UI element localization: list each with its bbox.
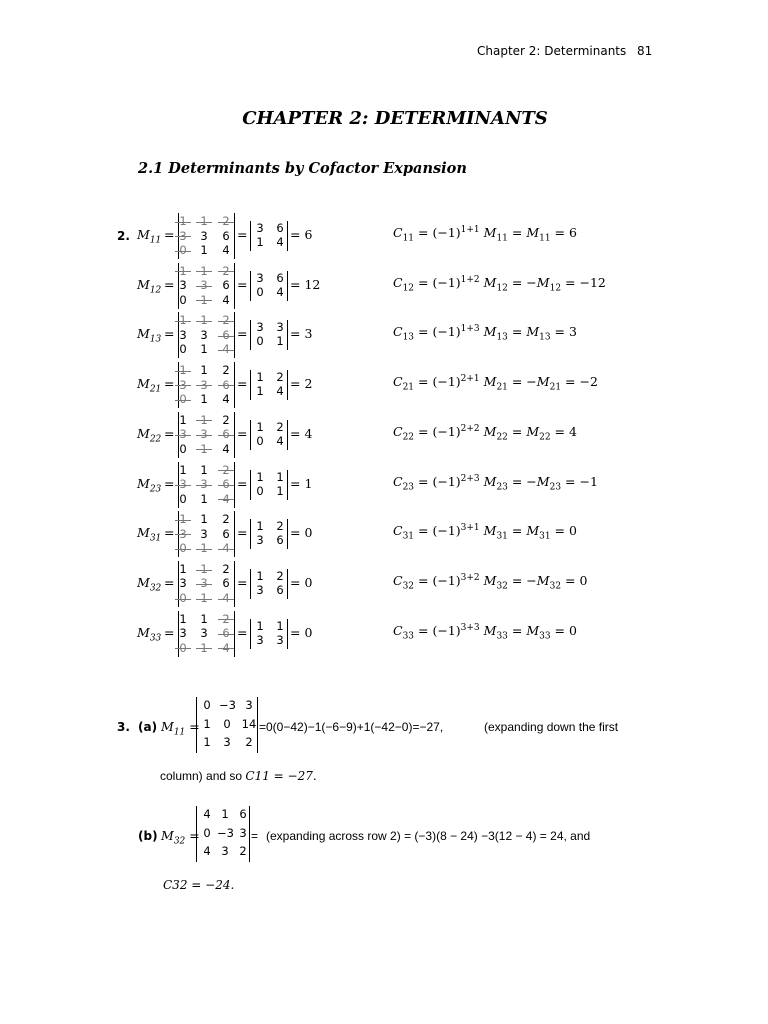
matrix-entry: 3 bbox=[177, 477, 189, 491]
matrix-entry: 3 bbox=[198, 576, 210, 590]
matrix-entry: 1 bbox=[177, 313, 189, 327]
minor-label: $M_{31}$ bbox=[137, 525, 162, 544]
matrix-entry: 4 bbox=[220, 342, 232, 356]
problem-3b-lhs: $M_{32}$ = bbox=[161, 828, 200, 847]
matrix-entry: 4 bbox=[222, 441, 230, 456]
page-number: 81 bbox=[637, 44, 653, 58]
cofactor-formula: $C_{13} = (-1)^{1+3}$ $M_{13} = M_{13} = 3$ bbox=[393, 324, 577, 344]
equals-sign: = bbox=[237, 276, 248, 292]
minor-entry: 1 bbox=[256, 568, 264, 583]
matrix-entry: 1 bbox=[221, 807, 229, 821]
minor-value: = 0 bbox=[290, 525, 313, 541]
matrix-entry: 3 bbox=[198, 378, 210, 392]
matrix-entry: 3 bbox=[198, 278, 210, 292]
matrix-entry: 4 bbox=[222, 243, 230, 257]
equals-sign: = bbox=[164, 525, 175, 541]
minor-value: = 0 bbox=[290, 624, 313, 640]
cofactor-formula: $C_{21} = (-1)^{2+1}$ $M_{21} = -M_{21} = -2$ bbox=[393, 374, 598, 393]
problem-3b-determinant bbox=[196, 806, 250, 862]
matrix-entry: 4 bbox=[220, 591, 232, 605]
minor-entry: 1 bbox=[256, 370, 264, 385]
matrix-entry: 1 bbox=[198, 442, 210, 456]
minor-entry: 3 bbox=[256, 270, 264, 285]
equals-sign: = bbox=[237, 326, 248, 342]
minor-entry: 6 bbox=[276, 582, 284, 597]
running-header: Chapter 2: Determinants bbox=[477, 44, 627, 58]
matrix-entry: 6 bbox=[222, 228, 230, 243]
matrix-entry: −3 bbox=[217, 825, 234, 840]
matrix-entry: 6 bbox=[222, 278, 230, 293]
matrix-entry: 0 bbox=[179, 441, 187, 456]
minor-entry: 1 bbox=[276, 469, 284, 484]
minor-value: = 1 bbox=[290, 475, 313, 491]
matrix-entry: 1 bbox=[198, 293, 210, 307]
problem-2-number: 2. bbox=[117, 229, 130, 243]
problem-3-number: 3. bbox=[117, 720, 130, 734]
matrix-entry: 2 bbox=[220, 214, 232, 228]
matrix-entry: 1 bbox=[200, 462, 208, 477]
matrix-entry: 1 bbox=[203, 735, 211, 749]
matrix-entry: 3 bbox=[245, 698, 253, 712]
matrix-entry: 1 bbox=[179, 412, 187, 427]
matrix-entry: 1 bbox=[198, 641, 210, 655]
matrix-entry: 6 bbox=[220, 477, 232, 491]
matrix-entry: 3 bbox=[239, 825, 247, 840]
matrix-entry: 3 bbox=[179, 626, 187, 641]
minor-entry: 0 bbox=[256, 483, 264, 498]
problem-3b-equals: = bbox=[251, 829, 259, 843]
matrix-entry: 4 bbox=[220, 641, 232, 655]
problem-3a-lhs: $M_{11}$ = bbox=[161, 719, 200, 738]
matrix-entry: 0 bbox=[179, 292, 187, 307]
minor-label: $M_{12}$ bbox=[137, 276, 162, 296]
minor-label: $M_{13}$ bbox=[137, 326, 162, 345]
matrix-entry: 2 bbox=[222, 363, 230, 378]
minor-entry: 1 bbox=[256, 519, 264, 534]
matrix-entry: 1 bbox=[177, 264, 189, 278]
matrix-entry: 0 bbox=[203, 698, 211, 712]
matrix-entry: 6 bbox=[220, 427, 232, 441]
cofactor-formula: $C_{11} = (-1)^{1+1}$ $M_{11} = M_{11} = 6$ bbox=[393, 225, 577, 244]
equals-sign: = bbox=[237, 624, 248, 640]
equals-sign: = bbox=[237, 227, 248, 242]
minor-entry: 1 bbox=[276, 483, 284, 498]
minor-entry: 1 bbox=[276, 618, 284, 633]
matrix-entry: 1 bbox=[200, 363, 208, 378]
minor-entry: 3 bbox=[256, 582, 264, 597]
minor-entry: 4 bbox=[276, 235, 284, 249]
cofactor-formula: $C_{32} = (-1)^{3+2}$ $M_{32} = -M_{32} = 0$ bbox=[393, 572, 588, 592]
matrix-entry: 1 bbox=[179, 561, 187, 576]
chapter-title: CHAPTER 2: DETERMINANTS bbox=[242, 108, 548, 129]
equals-sign: = bbox=[237, 574, 248, 590]
matrix-entry: 0 bbox=[179, 342, 187, 357]
matrix-entry: 1 bbox=[198, 591, 210, 605]
minor-label: $M_{21}$ bbox=[137, 376, 162, 395]
problem-3a-note: (expanding down the first bbox=[484, 720, 619, 734]
minor-entry: 3 bbox=[276, 320, 284, 335]
matrix-entry: 0 bbox=[223, 716, 231, 731]
matrix-entry: 2 bbox=[220, 313, 232, 327]
matrix-entry: 3 bbox=[200, 327, 208, 342]
matrix-entry: 6 bbox=[222, 576, 230, 591]
matrix-entry: 3 bbox=[179, 576, 187, 591]
matrix-entry: 2 bbox=[222, 512, 230, 527]
minor-entry: 1 bbox=[256, 419, 264, 434]
minor-entry: 1 bbox=[256, 469, 264, 484]
minor-entry: 0 bbox=[256, 334, 264, 349]
matrix-entry: 3 bbox=[177, 229, 189, 243]
minor-value: = 0 bbox=[290, 574, 313, 590]
equals-sign: = bbox=[164, 276, 175, 292]
equals-sign: = bbox=[237, 425, 248, 441]
section-title: 2.1 Determinants by Cofactor Expansion bbox=[138, 160, 467, 177]
matrix-entry: 1 bbox=[198, 541, 210, 555]
minor-value: = 2 bbox=[290, 376, 313, 392]
problem-3a-cont-text: column) and so bbox=[160, 769, 246, 783]
matrix-entry: 1 bbox=[198, 264, 210, 278]
matrix-entry: 4 bbox=[220, 492, 232, 506]
matrix-entry: 6 bbox=[220, 378, 232, 392]
matrix-entry: 3 bbox=[200, 626, 208, 641]
minor-entry: 6 bbox=[276, 221, 284, 235]
matrix-entry: 1 bbox=[179, 611, 187, 626]
matrix-entry: 1 bbox=[179, 462, 187, 477]
minor-entry: 2 bbox=[276, 370, 284, 385]
problem-3b-expansion: (expanding across row 2) = (−3)(8 − 24) −3(12 − 4) = 24, and bbox=[266, 829, 591, 843]
matrix-entry: 1 bbox=[200, 491, 208, 506]
matrix-entry: 4 bbox=[203, 844, 211, 858]
cofactor-formula: $C_{31} = (-1)^{3+1}$ $M_{31} = M_{31} = 0$ bbox=[393, 523, 577, 542]
minor-entry: 4 bbox=[276, 284, 284, 299]
matrix-entry: 1 bbox=[198, 214, 210, 228]
matrix-entry: 3 bbox=[177, 378, 189, 392]
minor-label: $M_{32}$ bbox=[137, 574, 162, 594]
minor-entry: 2 bbox=[276, 419, 284, 434]
minor-value: = 12 bbox=[290, 276, 321, 292]
matrix-entry: 1 bbox=[200, 512, 208, 527]
matrix-entry: 3 bbox=[198, 427, 210, 441]
matrix-entry: 1 bbox=[200, 392, 208, 407]
matrix-entry: 4 bbox=[203, 807, 211, 821]
matrix-entry: 4 bbox=[222, 392, 230, 407]
matrix-entry: 2 bbox=[239, 844, 247, 858]
matrix-entry: 2 bbox=[245, 735, 253, 749]
minor-label: $M_{33}$ bbox=[137, 624, 162, 644]
equals-sign: = bbox=[164, 376, 175, 392]
minor-entry: 6 bbox=[276, 533, 284, 548]
minor-value: = 4 bbox=[290, 425, 313, 441]
matrix-entry: 0 bbox=[177, 392, 189, 406]
problem-3b-label: (b) bbox=[138, 829, 158, 843]
minor-entry: 3 bbox=[256, 632, 264, 647]
minor-entry: 3 bbox=[276, 632, 284, 647]
matrix-entry: 0 bbox=[177, 641, 189, 655]
matrix-entry: 1 bbox=[177, 214, 189, 228]
matrix-entry: 6 bbox=[220, 626, 232, 640]
minor-entry: 0 bbox=[256, 284, 264, 299]
minor-entry: 2 bbox=[276, 519, 284, 534]
matrix-entry: 4 bbox=[222, 292, 230, 307]
minor-entry: 2 bbox=[276, 568, 284, 583]
equals-sign: = bbox=[237, 525, 248, 541]
cofactor-formula: $C_{33} = (-1)^{3+3}$ $M_{33} = M_{33} = 0$ bbox=[393, 622, 577, 642]
minor-entry: 4 bbox=[276, 433, 284, 448]
minor-entry: 1 bbox=[256, 618, 264, 633]
minor-entry: 3 bbox=[256, 221, 264, 235]
minor-entry: 4 bbox=[276, 384, 284, 399]
matrix-entry: 0 bbox=[177, 243, 189, 257]
matrix-entry: 1 bbox=[203, 716, 211, 731]
matrix-entry: 0 bbox=[179, 491, 187, 506]
minor-entry: 1 bbox=[256, 384, 264, 399]
matrix-entry: 3 bbox=[223, 735, 231, 749]
minor-label: $M_{22}$ bbox=[137, 425, 162, 445]
matrix-entry: 14 bbox=[241, 716, 257, 731]
minor-entry: 0 bbox=[256, 433, 264, 448]
minor-entry: 3 bbox=[256, 320, 264, 335]
matrix-entry: 1 bbox=[177, 512, 189, 526]
matrix-entry: 4 bbox=[220, 541, 232, 555]
problem-3a-continuation bbox=[160, 769, 317, 783]
minor-label: $M_{23}$ bbox=[137, 475, 162, 494]
matrix-entry: 2 bbox=[220, 264, 232, 278]
minor-value: = 6 bbox=[290, 227, 313, 242]
minor-entry: 6 bbox=[276, 270, 284, 285]
matrix-entry: 6 bbox=[220, 328, 232, 342]
matrix-entry: 0 bbox=[203, 825, 211, 840]
matrix-entry: 1 bbox=[200, 243, 208, 257]
matrix-entry: 1 bbox=[200, 342, 208, 357]
matrix-entry: 3 bbox=[200, 228, 208, 243]
matrix-entry: 1 bbox=[200, 611, 208, 626]
problem-3a-label: (a) bbox=[138, 720, 158, 734]
matrix-entry: 1 bbox=[198, 562, 210, 576]
minor-label: $M_{11}$ bbox=[137, 227, 162, 246]
equals-sign: = bbox=[164, 326, 175, 342]
problem-3a-result: C11 = −27. bbox=[245, 769, 317, 783]
cofactor-formula: $C_{12} = (-1)^{1+2}$ $M_{12} = -M_{12} = -12$ bbox=[393, 274, 606, 294]
matrix-entry: 3 bbox=[177, 527, 189, 541]
equals-sign: = bbox=[164, 475, 175, 491]
matrix-entry: −3 bbox=[219, 698, 236, 712]
cofactor-formula: $C_{22} = (-1)^{2+2}$ $M_{22} = M_{22} = 4$ bbox=[393, 423, 577, 443]
matrix-entry: 6 bbox=[239, 807, 247, 821]
matrix-entry: 2 bbox=[220, 612, 232, 626]
equals-sign: = bbox=[237, 475, 248, 491]
minor-entry: 1 bbox=[276, 334, 284, 349]
equals-sign: = bbox=[237, 376, 248, 392]
equals-sign: = bbox=[164, 425, 175, 441]
equals-sign: = bbox=[164, 624, 175, 640]
matrix-entry: 3 bbox=[198, 477, 210, 491]
matrix-entry: 1 bbox=[198, 313, 210, 327]
matrix-entry: 3 bbox=[179, 278, 187, 293]
matrix-entry: 0 bbox=[177, 541, 189, 555]
matrix-entry: 1 bbox=[198, 413, 210, 427]
minor-value: = 3 bbox=[290, 326, 313, 342]
problem-3a-determinant bbox=[196, 697, 258, 753]
minor-entry: 1 bbox=[256, 235, 264, 249]
matrix-entry: 2 bbox=[222, 412, 230, 427]
problem-3b-result: C32 = −24. bbox=[163, 878, 235, 892]
cofactor-formula: $C_{23} = (-1)^{2+3}$ $M_{23} = -M_{23} = -1$ bbox=[393, 473, 598, 493]
matrix-entry: 2 bbox=[220, 463, 232, 477]
matrix-entry: 3 bbox=[177, 427, 189, 441]
equals-sign: = bbox=[164, 574, 175, 590]
matrix-entry: 2 bbox=[222, 561, 230, 576]
matrix-entry: 3 bbox=[200, 526, 208, 541]
matrix-entry: 6 bbox=[222, 526, 230, 541]
matrix-entry: 3 bbox=[221, 844, 229, 858]
matrix-entry: 0 bbox=[177, 591, 189, 605]
problem-3a-expansion: =0(0−42)−1(−6−9)+1(−42−0)=−27, bbox=[259, 720, 444, 734]
matrix-entry: 3 bbox=[179, 327, 187, 342]
equals-sign: = bbox=[164, 227, 175, 242]
matrix-entry: 1 bbox=[177, 363, 189, 377]
minor-entry: 3 bbox=[256, 533, 264, 548]
